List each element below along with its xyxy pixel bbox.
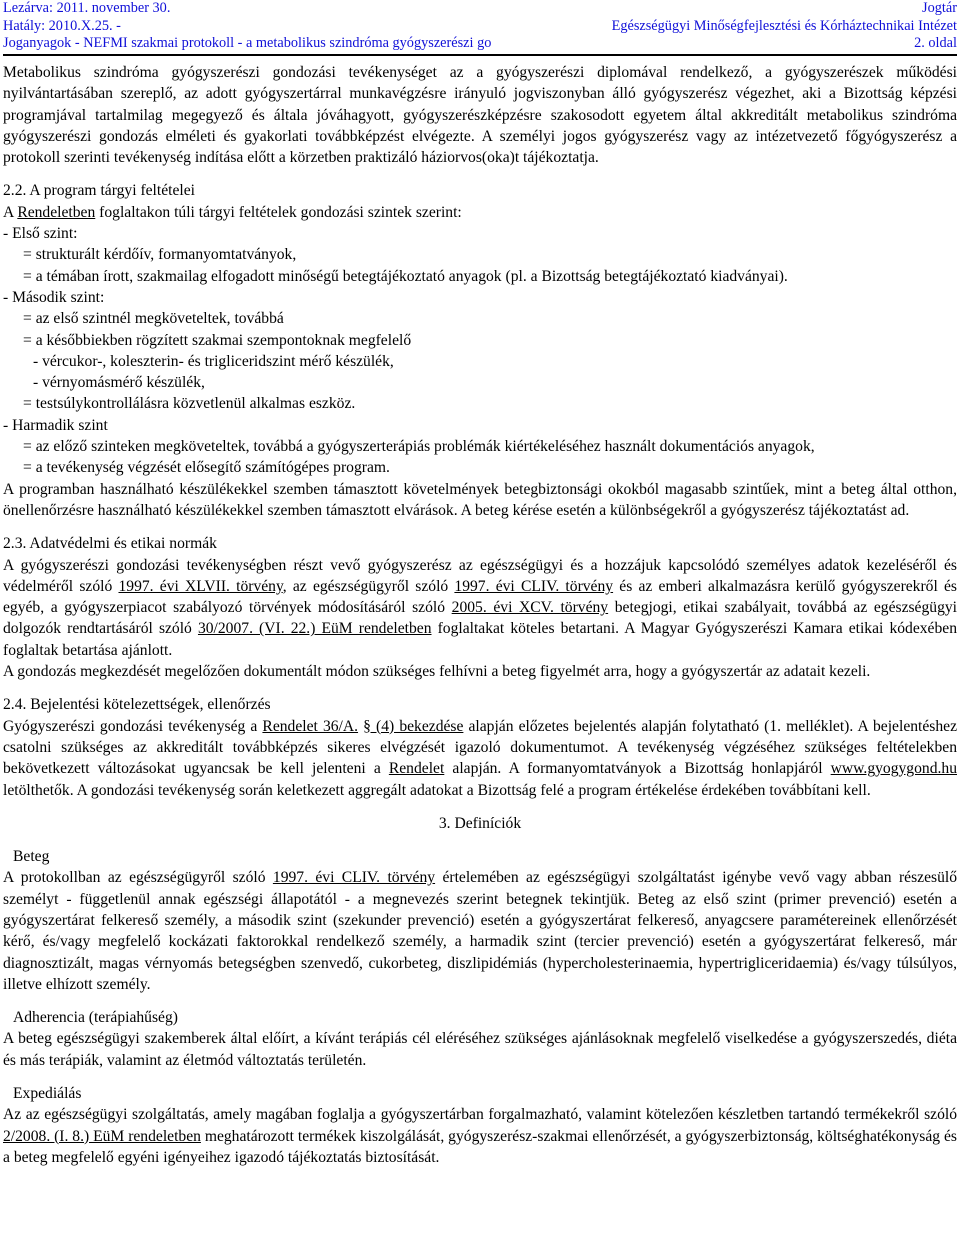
header-closed-date: Lezárva: 2011. november 30. <box>3 0 171 16</box>
list-item: = az első szintnél megköveteltek, továbbá <box>23 310 284 328</box>
definition-expedialas-text: Az az egészségügyi szolgáltatás, amely magában foglalja a gyógyszertárban forgalmazható, valamint kötelezően készletben tartandó termékekről szóló 2/2008. (I. 8.) EüM rendeletben meghatározott termékek kiszolgálását, gyógyszerész-szakmai ellenőrzését, a gyógyszerbiztonság, költséghatékonyság és a beteg megfelelő egyéni igényeihez igazodó tájékoztatás biztosítását. <box>3 1106 957 1166</box>
definition-expedialas-title: Expediálás <box>13 1085 82 1103</box>
definition-beteg-title: Beteg <box>13 848 50 866</box>
section-2-4-paragraph: Gyógyszerészi gondozási tevékenység a Rendelet 36/A. § (4) bekezdése alapján előzetes bejelentés alapján folytatható (1. melléklet). A bejelentéshez csatolni szükséges az akkreditált továbbképzés sikeres elvégzését igazoló dokumentumot. A tevékenység végzéséhez szükséges feltételekben bekövetkezett változásokat ugyancsak be kell jelenteni a Rendelet alapján. A formanyomtatványok a Bizottság honlapjáról www.gyogygond.hu letölthetők. A gondozási tevékenység során keletkezett aggregált adatokat a Bizottság felé a program értékelése érdekében továbbítani kell. <box>3 717 957 799</box>
law-link-1997-xlvii[interactable]: 1997. évi XLVII. törvény <box>118 577 283 595</box>
decree-link-30-2007[interactable]: 30/2007. (VI. 22.) EüM rendeletben <box>197 620 432 638</box>
list-item: = a témában írott, szakmailag elfogadott minőségű betegtájékoztató anyagok (pl. a Bizottság betegtájékoztató kiadványai). <box>23 267 788 285</box>
law-link-1997-cliv[interactable]: 1997. évi CLIV. törvény <box>454 577 614 595</box>
list-item: = testsúlykontrollálásra közvetlenül alkalmas eszköz. <box>23 395 356 413</box>
decree-link-2-2008[interactable]: 2/2008. (I. 8.) EüM rendeletben <box>3 1127 201 1145</box>
header-page-number: 2. oldal <box>914 35 957 51</box>
law-link-1997-cliv-2[interactable]: 1997. évi CLIV. törvény <box>272 869 436 887</box>
header-left <box>3 0 491 53</box>
list-item: - Második szint: <box>3 288 105 306</box>
section-2-2-closing: A programban használható készülékekkel szemben támasztott követelmények betegbiztonsági okokból magasabb szintűek, mint a beteg által otthon, önellenőrzésre használható készülékekkel szemben támasztott elvárások. A beteg kérése esetén a különbségekről a gyógyszerész tájékoztatást ad. <box>3 480 957 519</box>
list-item: = az előző szinteken megköveteltek, továbbá a gyógyszerterápiás problémák kiértékeléséhez használt dokumentációs anyagok, <box>23 438 815 456</box>
list-item: = a tevékenység végzését elősegítő számítógépes program. <box>23 459 390 477</box>
header-document-title: Joganyagok - NEFMI szakmai protokoll - a metabolikus szindróma gyógyszerészi go <box>3 35 492 51</box>
header-effective-date: Hatály: 2010.X.25. - <box>3 17 121 34</box>
definition-beteg-text: A protokollban az egészségügyről szóló 1997. évi CLIV. törvény értelemében az egészségügyi szolgáltatást igénybe vevő vagy abban részesülő személyt - függetlenül annak egészségi állapotától - a megnevezés szerint betegnek tekintjük. Beteg az első szint (primer prevenció) esetén a gyógyszertárat felkereső személy, a második szint (szekunder prevenció) esetén a gyógyszertárat felkereső, anyagcsere paramétereinek ellenőrzését kérő, és/vagy megfelelő kockázati faktorokkal rendelkező személy, a harmadik szint (tercier prevenció) esetén a gyógyszertárat felkereső, már diagnosztizált, magas vérnyomás betegségben szenvedő, cukorbeteg, diszlipidémiás (hypercholesterinaemia, hypertrigliceridaemia) és/vagy túlsúlyos, illetve elhízott személy. <box>3 869 957 993</box>
definition-adherencia-title: Adherencia (terápiahűség) <box>13 1009 178 1027</box>
header-institute: Egészségügyi Minőségfejlesztési és Kórháztechnikai Intézet <box>611 17 957 34</box>
document-body <box>3 62 957 1168</box>
header-source: Jogtár <box>922 0 957 16</box>
paragraph-4-link[interactable]: § (4) bekezdése <box>363 717 464 735</box>
header-divider <box>3 54 957 56</box>
section-2-4-title: 2.4. Bejelentési kötelezettségek, ellenőrzés <box>3 696 271 714</box>
header-right <box>612 0 957 53</box>
rendelet-link[interactable]: Rendeletben <box>17 203 96 221</box>
list-item: - Első szint: <box>3 225 78 243</box>
list-item: - vércukor-, koleszterin- és trigliceridszint mérő készülék, <box>33 352 394 370</box>
list-item: - vérnyomásmérő készülék, <box>33 374 205 392</box>
rendelet-link-2[interactable]: Rendelet <box>388 760 445 778</box>
section-2-2-title: 2.2. A program tárgyi feltételei <box>3 182 195 200</box>
website-link[interactable]: www.gyogygond.hu <box>830 760 957 778</box>
intro-paragraph: Metabolikus szindróma gyógyszerészi gondozási tevékenységet az a gyógyszerészi diplomával rendelkező, a gyógyszerészek működési nyilvántartásában szereplő, az adott gyógyszertárral munkavégzésre irányuló jogviszonyban álló gyógyszerész végezhet, aki a Bizottság képzési programjával tartalmilag megegyező és általa jóváhagyott, gyógyszerészképzésre szakosodott egyetem által akkreditált metabolikus szindróma gyógyszerészi gondozás elméleti és gyakorlati továbbképzést elvégezte. A személyi jogos gyógyszerész vagy az intézetvezető főgyógyszerész a protokoll szerinti tevékenység indítása előtt a körzetben praktizáló háziorvos(oka)t tájékoztatja. <box>3 64 957 167</box>
law-link-2005-xcv[interactable]: 2005. évi XCV. törvény <box>451 599 609 617</box>
section-3-title: 3. Definíciók <box>438 814 522 832</box>
section-2-3-title: 2.3. Adatvédelmi és etikai normák <box>3 535 217 553</box>
section-2-3-paragraph-2: A gondozás megkezdését megelőzően dokumentált módon szükséges felhívni a beteg figyelmét arra, hogy a gyógyszertár az adatait kezeli. <box>3 663 871 681</box>
rendelet-36a-link[interactable]: Rendelet 36/A. <box>262 717 359 735</box>
section-2-2-intro: A Rendeletben foglaltakon túli tárgyi feltételek gondozási szintek szerint: <box>3 203 462 221</box>
definition-adherencia-text: A beteg egészségügyi szakemberek által előírt, a kívánt terápiás cél eléréséhez szükséges ajánlásoknak megfelelő viselkedése a gyógyszerszedés, diéta és más terápiák, valamint az életmód változtatás területén. <box>3 1030 957 1069</box>
section-2-3-paragraph: A gyógyszerészi gondozási tevékenységben részt vevő gyógyszerész az egészségügyi és a hozzájuk kapcsolódó személyes adatok kezeléséről és védelméről szóló 1997. évi XLVII. törvény, az egészségügyről szóló 1997. évi CLIV. törvény és az emberi alkalmazásra kerülő gyógyszerekről és egyéb, a gyógyszerpiacot szabályozó törvények módosításáról szóló 2005. évi XCV. törvény betegjogi, etikai szabályait, továbbá az egészségügyi dolgozók rendtartásáról szóló 30/2007. (VI. 22.) EüM rendeletben foglaltakat köteles betartani. A Magyar Gyógyszerészi Kamara etikai kódexében foglaltak betartása ajánlott. <box>3 556 958 659</box>
page-header <box>3 0 957 52</box>
list-item: = strukturált kérdőív, formanyomtatványok, <box>23 246 297 264</box>
list-item: - Harmadik szint <box>3 416 108 434</box>
list-item: = a későbbiekben rögzített szakmai szempontoknak megfelelő <box>23 331 412 349</box>
